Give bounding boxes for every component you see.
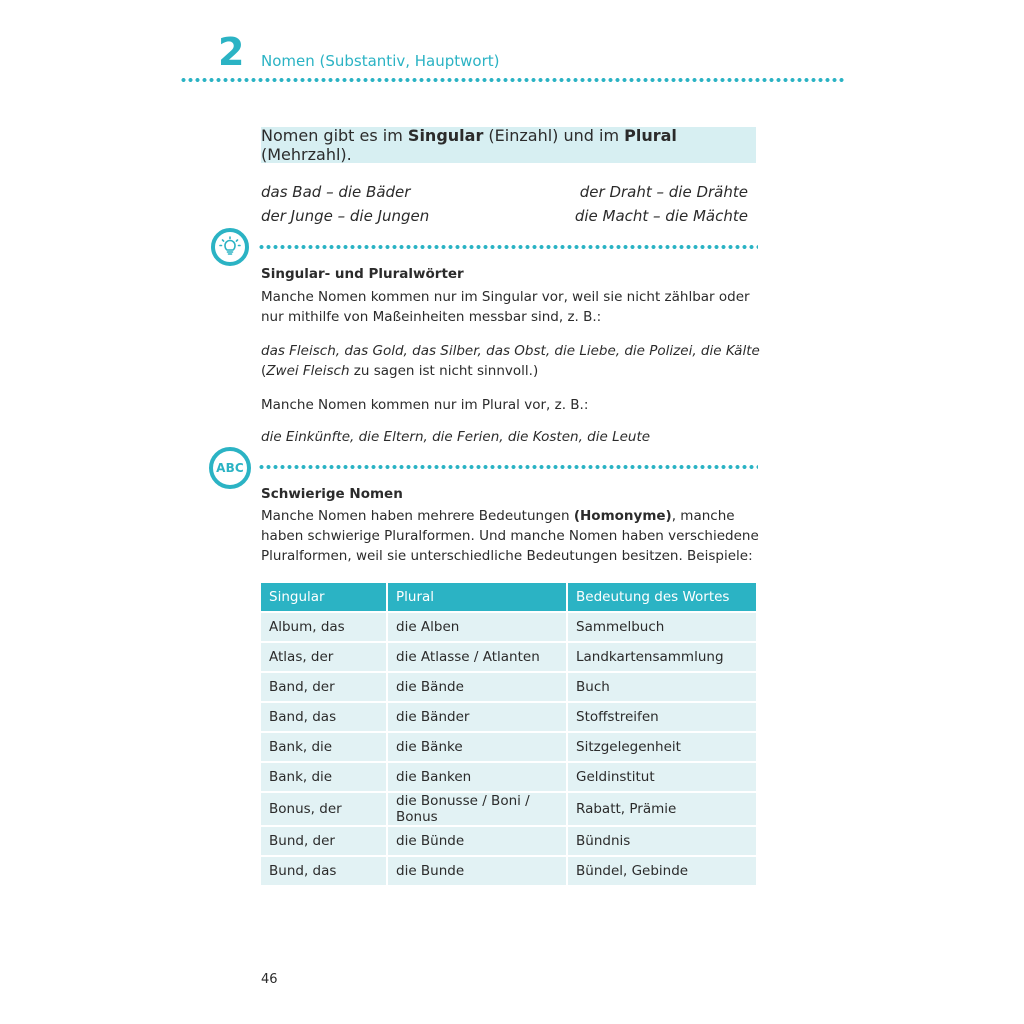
cell-singular: Bund, der [261,827,386,855]
singular-examples: das Fleisch, das Gold, das Silber, das Obst, die Liebe, die Polizei, die Kälte (Zwei Fleisch zu sagen ist nicht sinnvoll.) [261,343,760,379]
cell-singular: Band, das [261,703,386,731]
lightbulb-glyph [219,236,241,258]
lightbulb-icon [211,228,249,266]
rule-box [261,127,756,163]
column-header-singular: Singular [261,583,386,611]
cell-meaning: Rabatt, Prämie [568,793,756,825]
example-item: der Junge – die Jungen [261,207,430,225]
abc-icon-label: ABC [216,461,244,475]
abc-heading: Schwierige Nomen [261,486,403,502]
cell-plural: die Bände [388,673,566,701]
cell-plural: die Bunde [388,857,566,885]
page-number: 46 [261,972,278,987]
column-header-plural: Plural [388,583,566,611]
table-row [261,703,756,731]
cell-meaning: Stoffstreifen [568,703,756,731]
example-item: die Macht – die Mächte [574,207,748,225]
examples-right [575,180,748,228]
nouns-table [259,581,758,887]
cell-meaning: Geldinstitut [568,763,756,791]
cell-singular: Bank, die [261,763,386,791]
table-header-row [261,583,756,611]
cell-meaning: Sitzgelegenheit [568,733,756,761]
table-row [261,763,756,791]
cell-plural: die Atlasse / Atlanten [388,643,566,671]
column-header-meaning: Bedeutung des Wortes [568,583,756,611]
cell-meaning: Bündel, Gebinde [568,857,756,885]
plural-examples: die Einkünfte, die Eltern, die Ferien, die Kosten, die Leute [261,429,651,445]
cell-plural: die Bonusse / Boni / Bonus [388,793,566,825]
cell-meaning: Sammelbuch [568,613,756,641]
rule-text: Nomen gibt es im Singular (Einzahl) und im Plural (Mehrzahl). [261,126,677,164]
example-item: das Bad – die Bäder [261,183,411,201]
cell-singular: Band, der [261,673,386,701]
cell-meaning: Buch [568,673,756,701]
examples-left [261,180,429,228]
cell-singular: Atlas, der [261,643,386,671]
table-row [261,673,756,701]
table-row [261,643,756,671]
cell-singular: Bonus, der [261,793,386,825]
tip-paragraph-2: Manche Nomen kommen nur im Plural vor, z. B.: [261,397,589,413]
abc-paragraph: Manche Nomen haben mehrere Bedeutungen (Homonyme), manche haben schwierige Pluralformen. Und manche Nomen haben verschiedene Pluralformen, weil sie unterschiedliche Bedeutungen besitzen. Beispiele: [261,508,759,564]
table-row [261,857,756,885]
cell-meaning: Bündnis [568,827,756,855]
abc-divider [258,465,758,469]
table-row [261,827,756,855]
cell-singular: Album, das [261,613,386,641]
tip-heading: Singular- und Pluralwörter [261,266,464,282]
cell-singular: Bund, das [261,857,386,885]
header-divider [180,78,844,82]
chapter-title: Nomen (Substantiv, Hauptwort) [261,52,500,70]
cell-plural: die Bänke [388,733,566,761]
table-row [261,733,756,761]
tip-divider [258,245,758,249]
cell-plural: die Banken [388,763,566,791]
cell-plural: die Bänder [388,703,566,731]
cell-plural: die Bünde [388,827,566,855]
cell-meaning: Landkartensammlung [568,643,756,671]
cell-plural: die Alben [388,613,566,641]
abc-icon [209,447,251,489]
table-row [261,793,756,825]
example-item: der Draht – die Drähte [579,183,748,201]
table-row [261,613,756,641]
tip-paragraph-1: Manche Nomen kommen nur im Singular vor, weil sie nicht zählbar oder nur mithilfe von Maßeinheiten messbar sind, z. B.: [261,289,750,325]
cell-singular: Bank, die [261,733,386,761]
chapter-number: 2 [218,30,245,74]
